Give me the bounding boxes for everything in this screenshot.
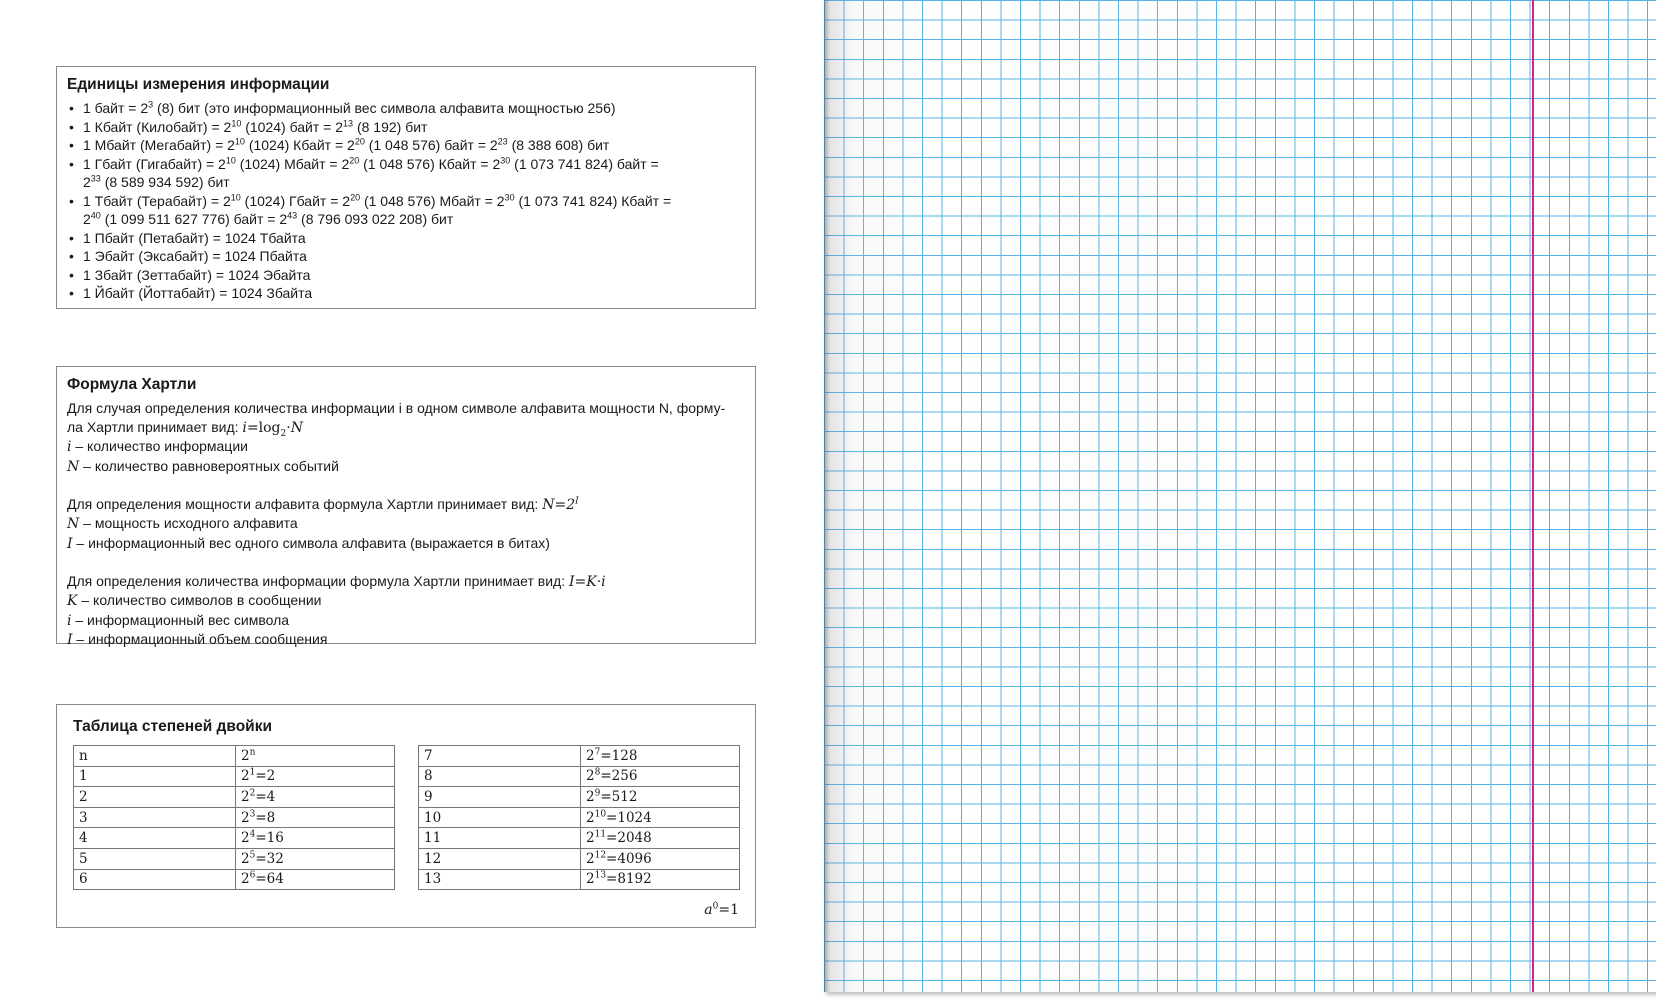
table-row: 13 $2^{13}=8192$ <box>419 869 740 890</box>
hartley-para-1: Для случая определения количества информации i в одном символе алфавита мощности N, форму- ла Хартли принимает вид: $i=\log_2\cdot N$ <box>67 400 726 439</box>
list-item: • 1 Мбайт (Мегабайт) = $2^{10}$ (1024) Кбайт = $2^{20}$ (1 048 576) байт = $2^{23}$ (8 388 608) бит <box>67 136 745 155</box>
table-row: 8 $2^8=256$ <box>419 766 740 787</box>
formula-log: $i=\log_2\cdot N$ <box>242 419 303 439</box>
powers-title: Таблица степеней двойки <box>73 718 272 735</box>
powers-table-right <box>418 745 740 890</box>
zero-power-note: $a^0=1$ <box>704 900 739 918</box>
list-item: • 1 Гбайт (Гигабайт) = $2^{10}$ (1024) Мбайт = $2^{20}$ (1 048 576) Кбайт = $2^{30}$ (1 073 741 824) байт = $2^{33}$ (8 589 934 592) бит <box>67 155 745 192</box>
table-row: 1 $2^1=2$ <box>74 766 395 787</box>
hartley-para-3: Для определения количества информации формула Хартли принимает вид: I=K·i <box>67 572 606 590</box>
list-item: • 1 Эбайт (Эксабайт) = 1024 Пбайта <box>67 247 745 266</box>
hartley-def: I – информационный объем сообщения <box>67 631 328 648</box>
hartley-box <box>56 366 756 648</box>
table-row: 9 $2^9=512$ <box>419 787 740 808</box>
hartley-def: K – количество символов в сообщении <box>67 592 322 609</box>
table-row: 7 $2^7=128$ <box>419 746 740 767</box>
list-item: • 1 Кбайт (Килобайт) = $2^{10}$ (1024) байт = $2^{13}$ (8 192) бит <box>67 118 745 137</box>
hartley-def: N – количество равновероятных событий <box>67 457 339 475</box>
table-row: 4 $2^4=16$ <box>74 828 395 849</box>
units-title: Единицы измерения информации <box>67 76 330 93</box>
table-row: 3 $2^3=8$ <box>74 807 395 828</box>
list-item: • 1 Тбайт (Терабайт) = $2^{10}$ (1024) Гбайт = $2^{20}$ (1 048 576) Мбайт = $2^{30}$ (1 073 741 824) Кбайт = $2^{40}$ (1 099 511 627 776) байт = $2^{43}$ (8 796 093 022 208) бит <box>67 192 745 229</box>
powers-table-left <box>73 745 395 890</box>
table-row: 5 $2^5=32$ <box>74 848 395 869</box>
hartley-def: N – мощность исходного алфавита <box>67 515 298 532</box>
table-row: 6 $2^6=64$ <box>74 869 395 890</box>
table-row: 12 $2^{12}=4096$ <box>419 848 740 869</box>
powers-box <box>56 704 756 928</box>
hartley-def: i – информационный вес символа <box>67 611 290 629</box>
page-fold-shadow <box>824 0 830 992</box>
hartley-title: Формула Хартли <box>67 376 197 393</box>
grid-page <box>824 0 1656 992</box>
list-item: • 1 байт = $2^3$ (8) бит (это информационный вес символа алфавита мощностью 256) <box>67 99 745 118</box>
table-row: 2 $2^2=4$ <box>74 787 395 808</box>
hartley-def: i – количество информации <box>67 438 248 455</box>
hartley-para-2: Для определения мощности алфавита формула Хартли принимает вид: $N=2^I$ <box>67 495 579 513</box>
table-row: n 2$^n$ <box>74 746 395 767</box>
list-item: • 1 Йбайт (Йоттабайт) = 1024 Збайта <box>67 284 745 303</box>
hartley-def: I – информационный вес одного символа алфавита (выражается в битах) <box>67 534 550 552</box>
list-item: • 1 Пбайт (Петабайт) = 1024 Тбайта <box>67 229 745 248</box>
formula-volume: I=K·i <box>569 573 606 590</box>
units-list <box>67 99 745 303</box>
table-row: 10 $2^{10}=1024$ <box>419 807 740 828</box>
margin-line <box>1532 0 1534 992</box>
left-page <box>0 0 824 1000</box>
units-box <box>56 66 756 309</box>
table-row: 11 $2^{11}=2048$ <box>419 828 740 849</box>
formula-power: $N=2^I$ <box>542 495 579 513</box>
list-item: • 1 Збайт (Зеттабайт) = 1024 Эбайта <box>67 266 745 285</box>
